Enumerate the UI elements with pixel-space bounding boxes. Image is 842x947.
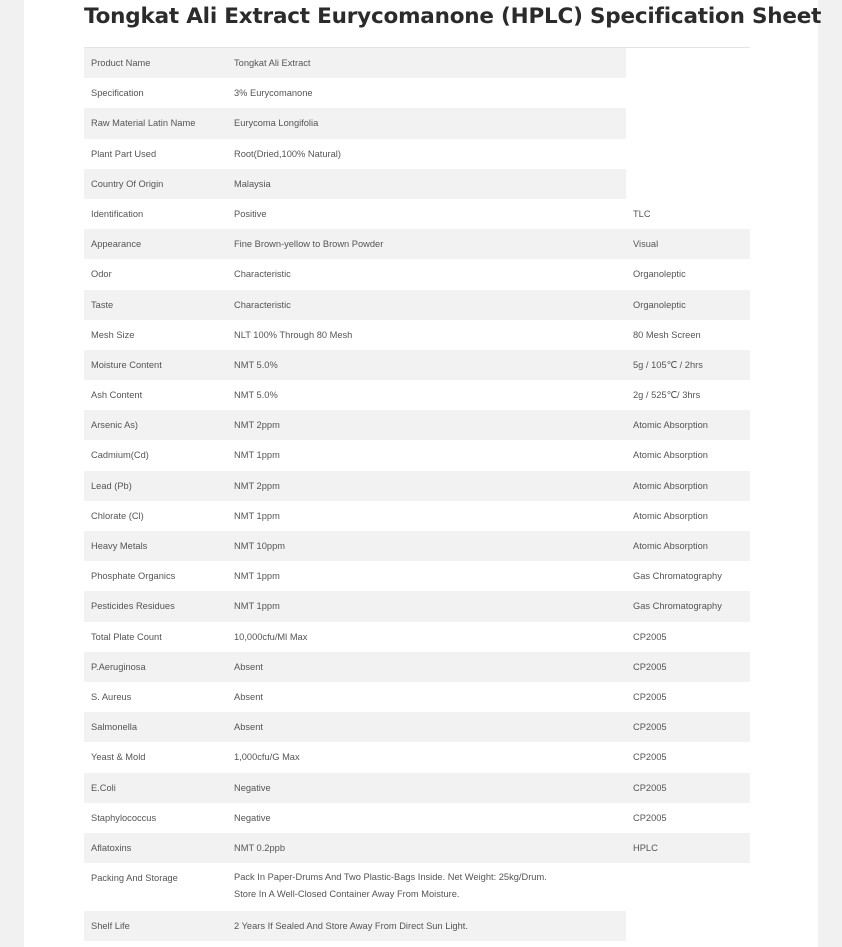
table-row xyxy=(84,290,750,320)
row-spec: Characteristic xyxy=(234,269,291,280)
table-row xyxy=(84,139,750,169)
row-spec: Malaysia xyxy=(234,178,271,189)
row-item: Shelf Life xyxy=(91,921,130,932)
row-method: CP2005 xyxy=(633,752,667,763)
row-spec xyxy=(234,869,624,903)
row-spec: Negative xyxy=(234,812,271,823)
row-spec: Absent xyxy=(234,722,263,733)
row-method: HPLC xyxy=(633,842,658,853)
table-row xyxy=(84,803,750,833)
row-method: CP2005 xyxy=(633,691,667,702)
spec-sheet-page xyxy=(24,0,822,947)
table-row xyxy=(84,591,750,621)
row-item: Ash Content xyxy=(91,390,143,401)
row-spec: NLT 100% Through 80 Mesh xyxy=(234,329,353,340)
table-row xyxy=(84,108,750,138)
row-method: 5g / 105℃ / 2hrs xyxy=(633,359,703,370)
row-method: Atomic Absorption xyxy=(633,480,708,491)
table-row xyxy=(84,350,750,380)
row-method: Organoleptic xyxy=(633,269,686,280)
row-method: CP2005 xyxy=(633,661,667,672)
row-spec: Negative xyxy=(234,782,271,793)
row-spec: NMT 1ppm xyxy=(234,601,280,612)
row-method: Atomic Absorption xyxy=(633,510,708,521)
table-row xyxy=(84,773,750,803)
table-row xyxy=(84,863,750,911)
row-spec: 10,000cfu/Ml Max xyxy=(234,631,308,642)
row-item: Raw Material Latin Name xyxy=(91,118,196,129)
row-item: Heavy Metals xyxy=(91,541,148,551)
table-row xyxy=(84,78,750,108)
row-method: Gas Chromatography xyxy=(633,601,722,612)
row-item: Specification xyxy=(91,88,144,99)
row-item: S. Aureus xyxy=(91,691,132,702)
row-method: Visual xyxy=(633,239,659,250)
table-row xyxy=(84,169,750,199)
row-spec: Root(Dried,100% Natural) xyxy=(234,148,341,159)
table-row xyxy=(84,410,750,440)
row-spec: Tongkat Ali Extract xyxy=(234,58,311,68)
row-spec: NMT 1ppm xyxy=(234,571,280,582)
row-spec: 3% Eurycomanone xyxy=(234,88,313,99)
row-item: Identification xyxy=(91,208,144,219)
row-item: Aflatoxins xyxy=(91,842,132,853)
table-row xyxy=(84,682,750,712)
table-row xyxy=(84,911,750,941)
row-method: CP2005 xyxy=(633,782,667,793)
row-spec: NMT 5.0% xyxy=(234,390,278,401)
table-row xyxy=(84,501,750,531)
row-spec: NMT 0.2ppb xyxy=(234,842,285,853)
table-row xyxy=(84,561,750,591)
row-method: TLC xyxy=(633,208,651,219)
table-row xyxy=(84,48,750,78)
row-item: P.Aeruginosa xyxy=(91,661,146,672)
row-spec: 2 Years If Sealed And Store Away From Direct Sun Light. xyxy=(234,921,468,932)
row-method: 80 Mesh Screen xyxy=(633,329,701,340)
table-row xyxy=(84,742,750,772)
row-item: Salmonella xyxy=(91,722,137,733)
row-item: Cadmium(Cd) xyxy=(91,450,149,461)
row-spec: NMT 2ppm xyxy=(234,480,280,491)
table-row xyxy=(84,259,750,289)
row-item: Chlorate (Cl) xyxy=(91,510,144,521)
row-method: 2g / 525℃/ 3hrs xyxy=(633,390,701,401)
table-row xyxy=(84,471,750,501)
row-spec-line: Pack In Paper-Drums And Two Plastic-Bags Inside. Net Weight: 25kg/Drum. xyxy=(234,872,547,883)
row-item: Pesticides Residues xyxy=(91,601,175,612)
row-spec: 1,000cfu/G Max xyxy=(234,752,300,763)
row-item: Moisture Content xyxy=(91,359,162,370)
row-item: Country Of Origin xyxy=(91,178,164,189)
table-row xyxy=(84,712,750,742)
row-method: Gas Chromatography xyxy=(633,571,722,582)
row-item: E.Coli xyxy=(91,782,116,793)
page-title: Tongkat Ali Extract Eurycomanone (HPLC) Specification Sheet xyxy=(84,4,822,29)
row-item: Staphylococcus xyxy=(91,812,157,823)
row-method: Atomic Absorption xyxy=(633,541,708,551)
row-item: Mesh Size xyxy=(91,329,135,340)
row-method: CP2005 xyxy=(633,812,667,823)
table-row xyxy=(84,320,750,350)
row-item: Phosphate Organics xyxy=(91,571,176,582)
row-item: Taste xyxy=(91,299,114,310)
row-method: CP2005 xyxy=(633,722,667,733)
row-spec: Absent xyxy=(234,661,263,672)
table-row xyxy=(84,652,750,682)
row-item: Appearance xyxy=(91,239,142,250)
row-spec: NMT 1ppm xyxy=(234,510,280,521)
row-item: Odor xyxy=(91,269,112,280)
row-item: Yeast & Mold xyxy=(91,752,146,763)
row-spec: NMT 2ppm xyxy=(234,420,280,431)
row-spec: NMT 1ppm xyxy=(234,450,280,461)
row-method: Atomic Absorption xyxy=(633,450,708,461)
row-spec-line: Store In A Well-Closed Container Away From Moisture. xyxy=(234,889,460,900)
table-row xyxy=(84,229,750,259)
row-item: Product Name xyxy=(91,58,151,68)
row-item: Lead (Pb) xyxy=(91,480,132,491)
row-method: CP2005 xyxy=(633,631,667,642)
row-item: Packing And Storage xyxy=(91,873,178,884)
row-item: Total Plate Count xyxy=(91,631,162,642)
row-item: Plant Part Used xyxy=(91,148,157,159)
table-row xyxy=(84,199,750,229)
row-spec: NMT 10ppm xyxy=(234,541,285,551)
table-row xyxy=(84,531,750,561)
table-row xyxy=(84,440,750,470)
row-spec: Fine Brown-yellow to Brown Powder xyxy=(234,239,384,250)
spec-table xyxy=(84,48,750,941)
row-method: Organoleptic xyxy=(633,299,686,310)
row-spec: Positive xyxy=(234,208,267,219)
row-spec: Absent xyxy=(234,691,263,702)
row-spec: NMT 5.0% xyxy=(234,359,278,370)
table-row xyxy=(84,380,750,410)
table-row xyxy=(84,622,750,652)
row-spec: Characteristic xyxy=(234,299,291,310)
row-spec: Eurycoma Longifolia xyxy=(234,118,319,129)
table-row xyxy=(84,833,750,863)
row-item: Arsenic As) xyxy=(91,420,139,431)
row-method: Atomic Absorption xyxy=(633,420,708,431)
